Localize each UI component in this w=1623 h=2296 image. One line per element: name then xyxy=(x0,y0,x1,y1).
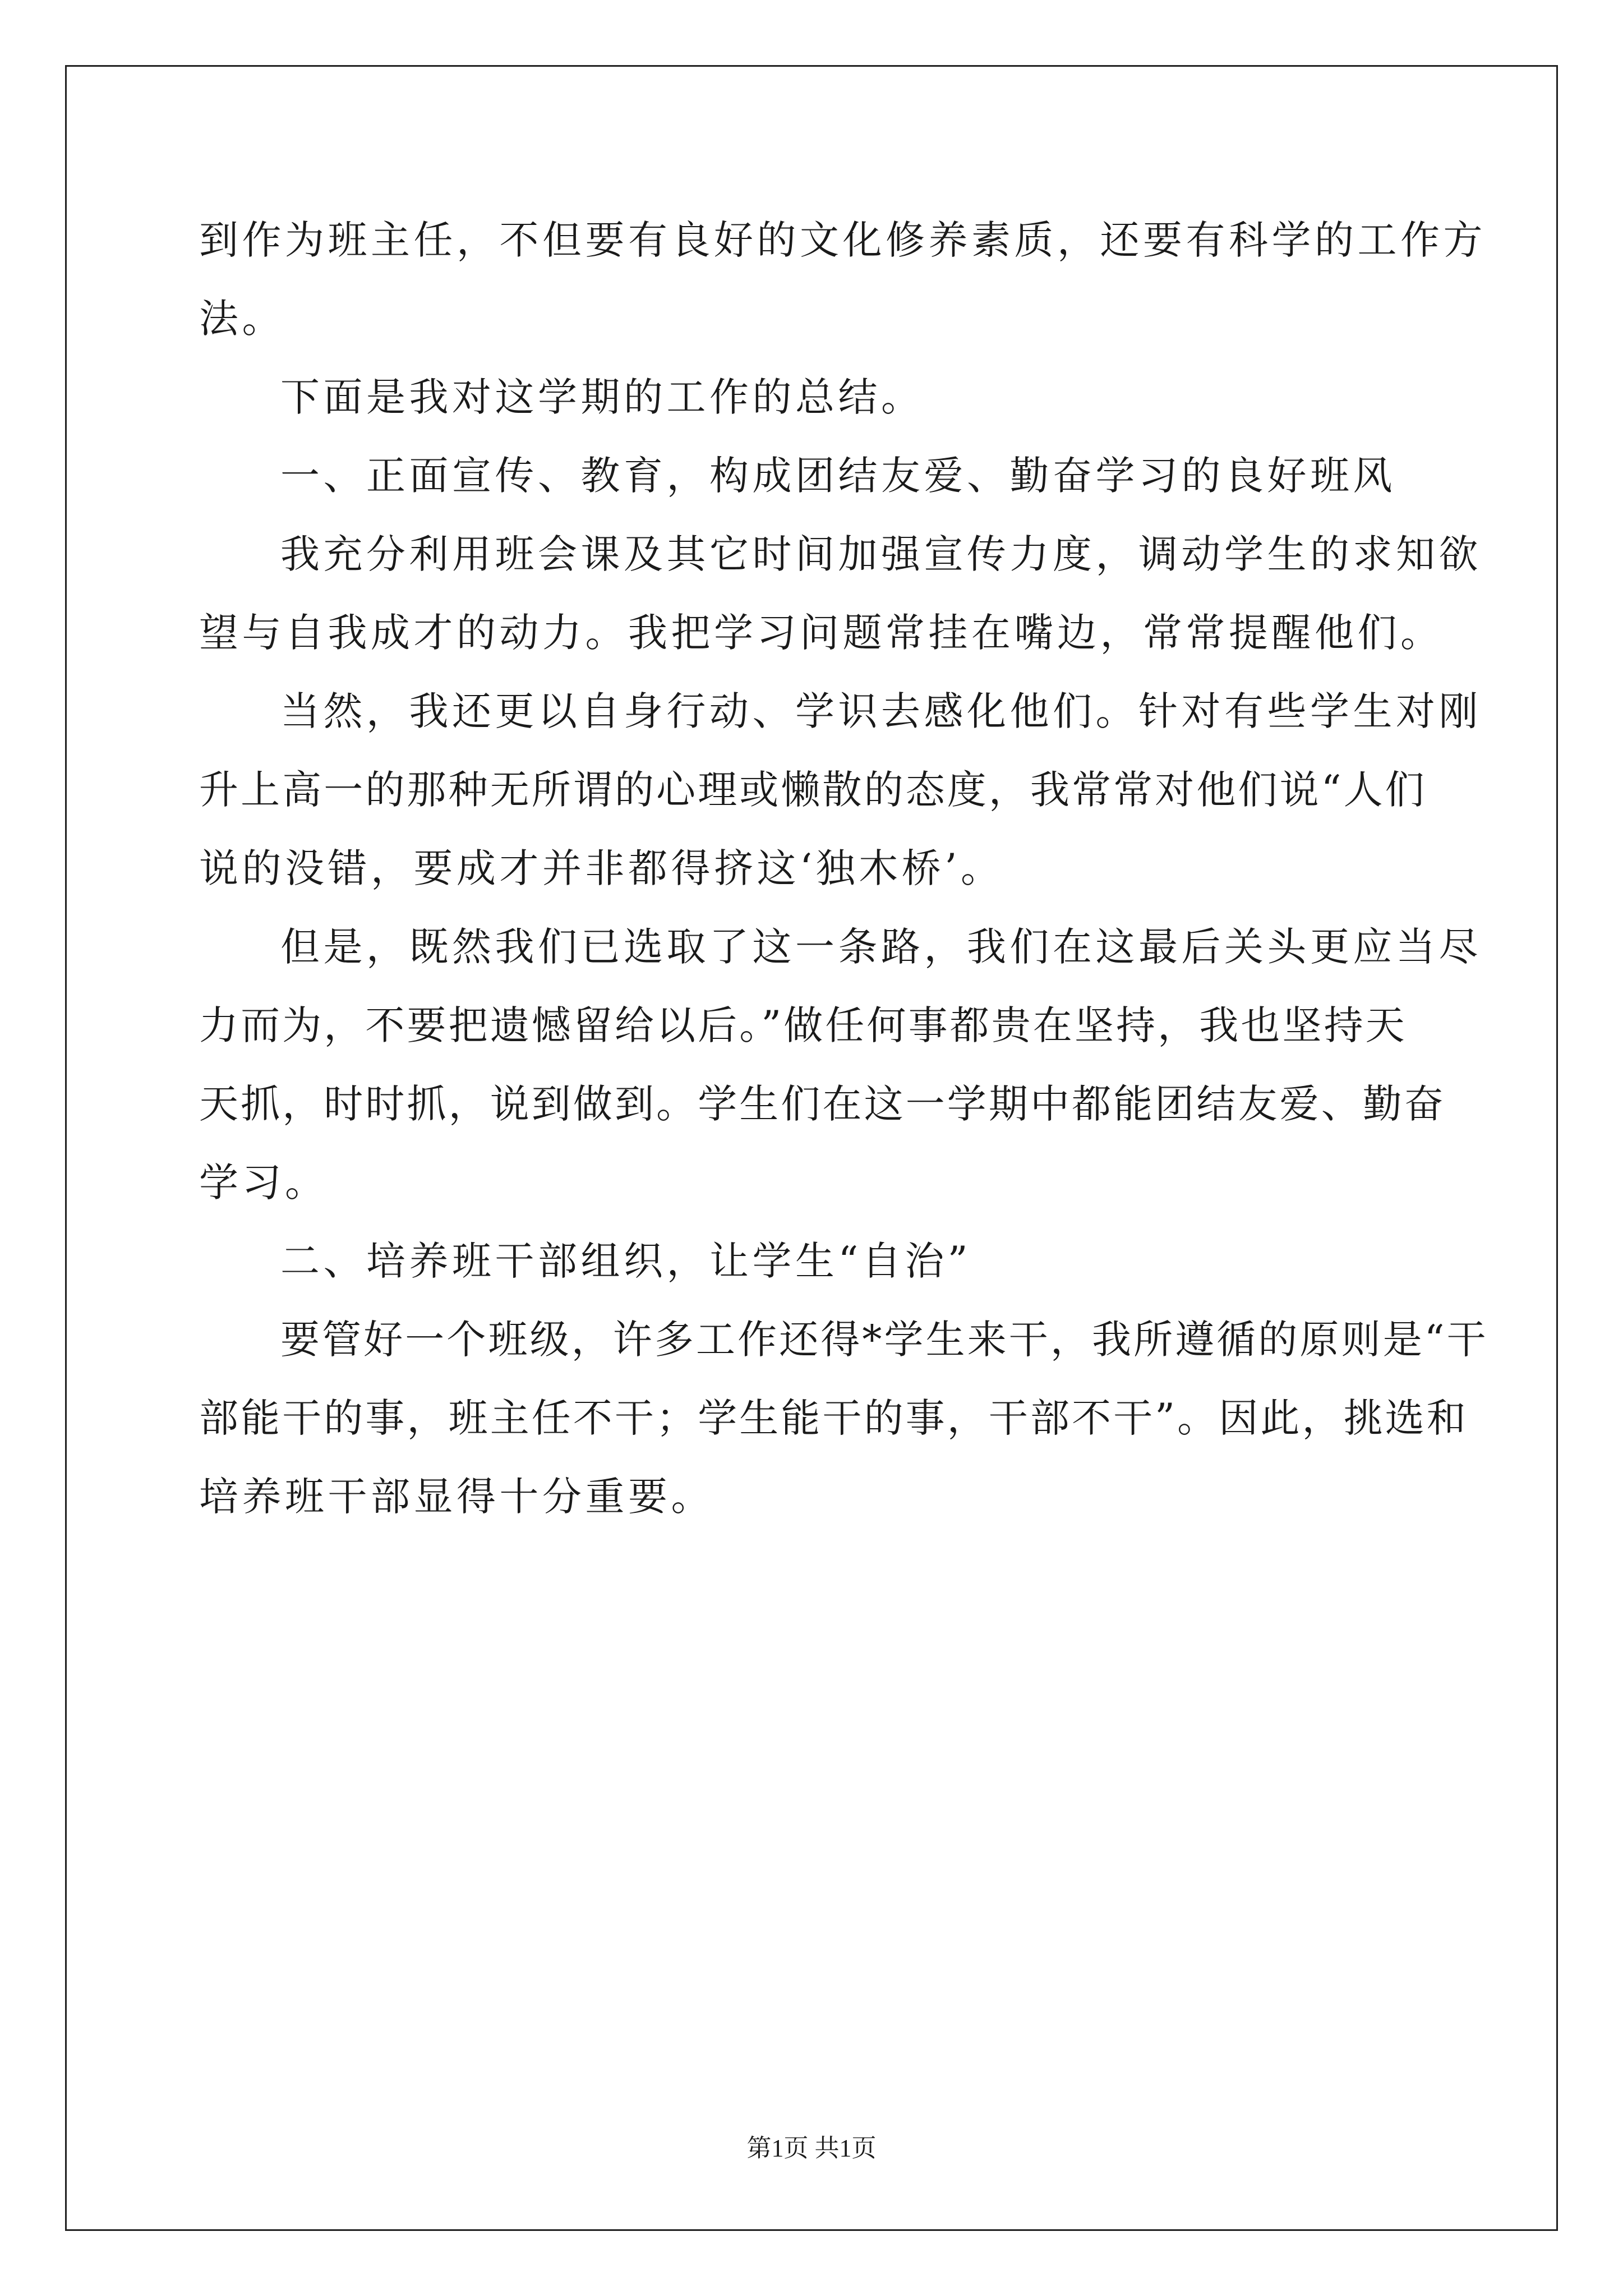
text-line: 天抓，时时抓，说到做到。学生们在这一学期中都能团结友爱、勤奋 xyxy=(199,1081,1446,1127)
text-line: 当然，我还更以自身行动、学识去感化他们。针对有些学生对刚 xyxy=(280,688,1482,734)
text-line: 法。 xyxy=(199,296,285,342)
document-body xyxy=(199,201,1488,1536)
text-line: 我充分利用班会课及其它时间加强宣传力度，调动学生的求知欲 xyxy=(280,531,1482,577)
text-line: 望与自我成才的动力。我把学习问题常挂在嘴边，常常提醒他们。 xyxy=(199,610,1444,656)
text-line: 培养班干部显得十分重要。 xyxy=(199,1474,714,1520)
page-number: 第1页 共1页 xyxy=(746,2134,877,2162)
text-line: 到作为班主任，不但要有良好的文化修养素质，还要有科学的工作方 xyxy=(199,217,1486,263)
text-line: 要管好一个班级，许多工作还得*学生来干，我所遵循的原则是“干 xyxy=(280,1317,1488,1363)
section-heading: 二、培养班干部组织，让学生“自治” xyxy=(280,1238,972,1284)
section-heading: 一、正面宣传、教育，构成团结友爱、勤奋学习的良好班风 xyxy=(280,453,1396,499)
text-line: 力而为，不要把遗憾留给以后。”做任何事都贵在坚持，我也坚持天 xyxy=(199,1002,1407,1048)
text-line: 升上高一的那种无所谓的心理或懒散的态度，我常常对他们说“人们 xyxy=(199,767,1427,813)
text-line: 部能干的事，班主任不干；学生能干的事，干部不干”。因此，挑选和 xyxy=(199,1395,1468,1441)
text-line: 但是，既然我们已选取了这一条路，我们在这最后关头更应当尽 xyxy=(280,924,1482,970)
text-line: 学习。 xyxy=(199,1159,328,1205)
text-line: 说的没错，要成才并非都得挤这‘独木桥’。 xyxy=(199,845,1004,891)
text-line: 下面是我对这学期的工作的总结。 xyxy=(280,374,924,420)
